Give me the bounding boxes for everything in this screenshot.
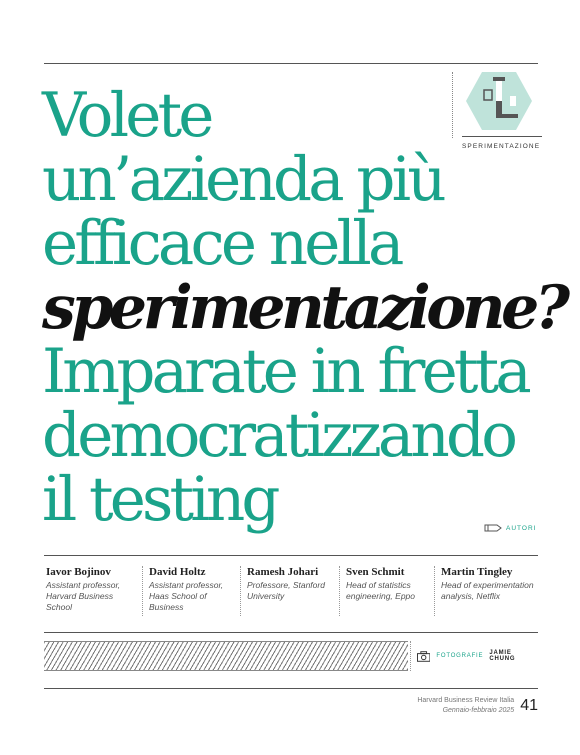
top-rule	[44, 63, 538, 64]
headline-line-1: Volete	[42, 80, 211, 151]
headline-line-4: sperimentazione?	[42, 273, 566, 343]
author-role: Professore, Stanford University	[247, 580, 325, 601]
author-name: Martin Tingley	[441, 566, 513, 578]
headline-line-2: un’azienda più	[42, 144, 443, 215]
photo-credit	[410, 641, 538, 671]
headline	[42, 80, 566, 535]
footer-rule	[44, 688, 538, 689]
authors-rule	[44, 555, 538, 556]
author-item	[240, 566, 339, 616]
footer	[417, 696, 538, 716]
author-item	[434, 566, 540, 616]
photo-credit-name: JAMIE CHUNG	[489, 650, 516, 662]
camera-icon	[417, 651, 430, 662]
photo-credit-label: FOTOGRAFIE	[436, 653, 484, 659]
author-name: Ramesh Johari	[247, 566, 319, 578]
publication-name: Harvard Business Review Italia	[417, 697, 515, 704]
author-role: Head of statistics engineering, Eppo	[346, 580, 416, 601]
headline-line-5: Imparate in fretta	[42, 336, 528, 407]
authors-tag-label: AUTORI	[506, 524, 537, 532]
author-item	[142, 566, 240, 616]
pen-icon	[484, 524, 502, 532]
headline-line-7: il testing	[42, 464, 277, 535]
issue-date: Gennaio-febbraio 2025	[442, 707, 515, 714]
author-name: Sven Schmit	[346, 566, 405, 578]
author-name: Iavor Bojinov	[46, 566, 111, 578]
footer-meta	[417, 696, 514, 716]
author-role: Head of experimentation analysis, Netflix	[441, 580, 534, 601]
author-item	[339, 566, 434, 616]
author-item	[44, 566, 142, 616]
author-role: Assistant professor, Harvard Business School	[46, 580, 121, 612]
author-name: David Holtz	[149, 566, 206, 578]
section-label: SPERIMENTAZIONE	[462, 143, 541, 150]
headline-line-3: efficace nella	[42, 208, 401, 279]
credits-rule	[44, 632, 538, 633]
hatched-band	[44, 641, 408, 671]
page-number: 41	[520, 697, 538, 714]
authors-tag	[484, 524, 536, 532]
author-role: Assistant professor, Haas School of Business	[149, 580, 224, 612]
headline-line-6: democratizzando	[42, 400, 515, 471]
authors-list	[44, 566, 540, 616]
